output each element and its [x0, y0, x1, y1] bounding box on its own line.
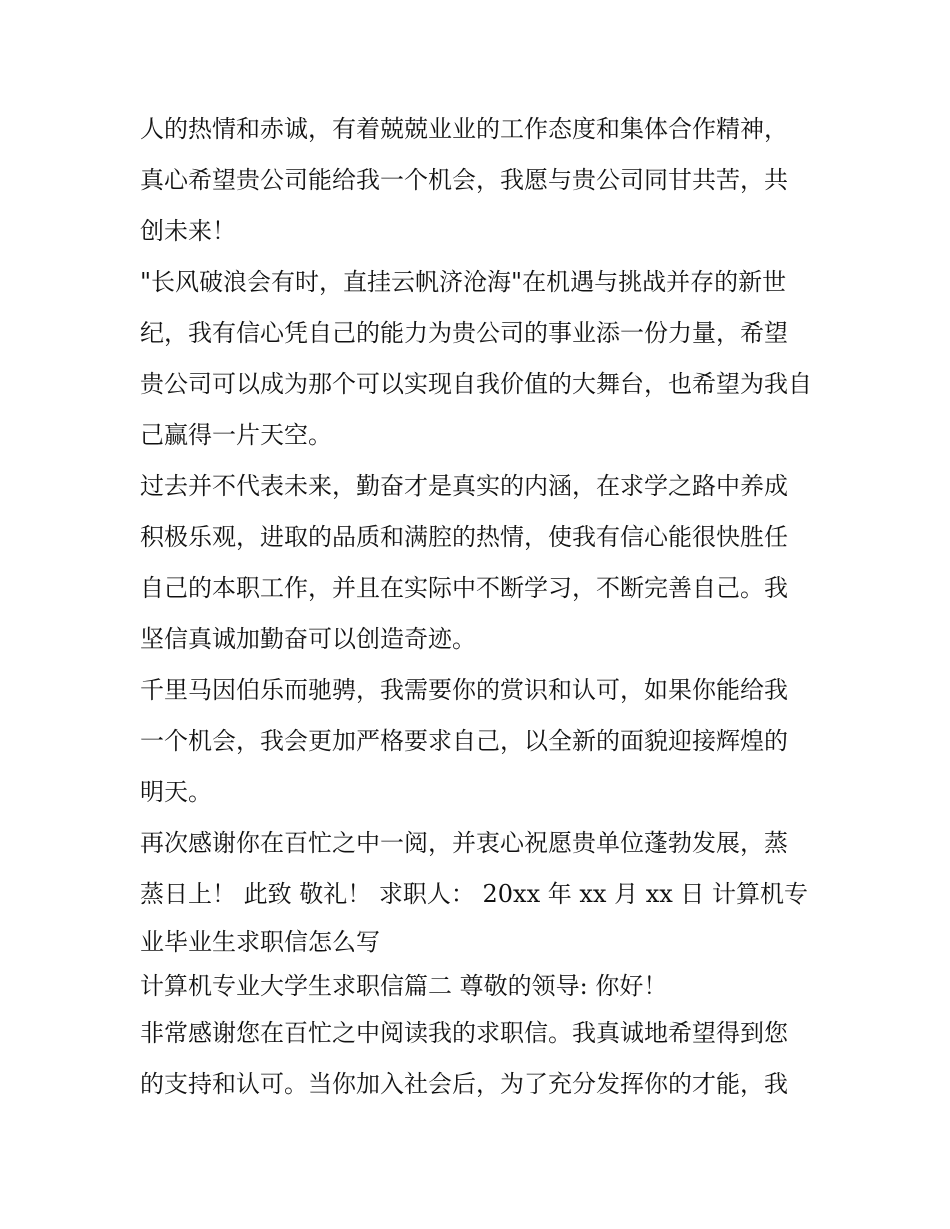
text-line: 贵公司可以成为那个可以实现自我价值的大舞台，也希望为我自	[140, 370, 812, 398]
text-line: 坚信真诚加勤奋可以创造奇迹。	[140, 625, 476, 653]
text-line: 的支持和认可。当你加入社会后，为了充分发挥你的才能，我	[140, 1070, 788, 1098]
text-line: 千里马因伯乐而驰骋，我需要你的赏识和认可，如果你能给我	[140, 676, 788, 704]
text-line: 蒸日上！ 此致 敬礼！ 求职人： 20xx 年 xx 月 xx 日 计算机专	[140, 880, 809, 908]
text-line: 一个机会，我会更加严格要求自己，以全新的面貌迎接辉煌的	[140, 727, 788, 755]
text-line: 明天。	[140, 778, 212, 806]
document-body	[140, 104, 820, 1110]
text-line: 人的热情和赤诚，有着兢兢业业的工作态度和集体合作精神，	[140, 115, 788, 143]
text-line: 计算机专业大学生求职信篇二 尊敬的领导: 你好！	[140, 972, 668, 1000]
text-line: 创未来！	[140, 217, 236, 245]
text-line: 非常感谢您在百忙之中阅读我的求职信。我真诚地希望得到您	[140, 1019, 788, 1047]
text-line: 自己的本职工作，并且在实际中不断学习，不断完善自己。我	[140, 574, 788, 602]
text-line: 业毕业生求职信怎么写	[140, 928, 380, 956]
text-line: "长风破浪会有时，直挂云帆济沧海"在机遇与挑战并存的新世	[140, 268, 787, 296]
text-line: 过去并不代表未来，勤奋才是真实的内涵，在求学之路中养成	[140, 472, 788, 500]
text-line: 真心希望贵公司能给我一个机会，我愿与贵公司同甘共苦，共	[140, 166, 788, 194]
text-line: 己赢得一片天空。	[140, 421, 332, 449]
text-line: 纪，我有信心凭自己的能力为贵公司的事业添一份力量，希望	[140, 319, 788, 347]
text-line: 再次感谢你在百忙之中一阅，并衷心祝愿贵单位蓬勃发展，蒸	[140, 829, 788, 857]
text-line: 积极乐观，进取的品质和满腔的热情，使我有信心能很快胜任	[140, 523, 788, 551]
